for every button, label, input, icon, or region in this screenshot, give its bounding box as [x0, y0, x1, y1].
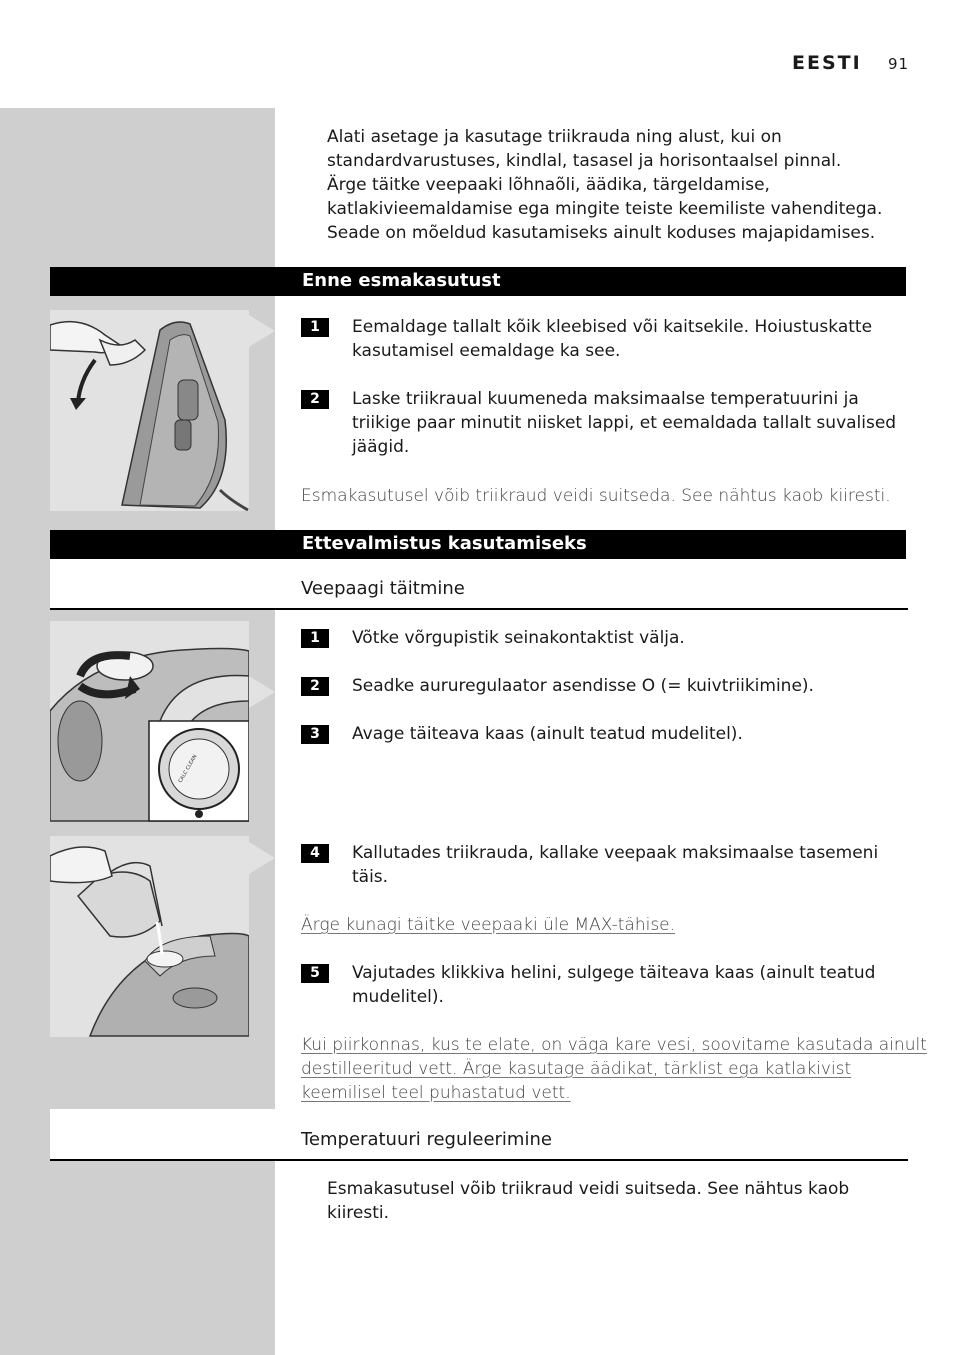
step-item [301, 841, 911, 889]
final-line: kiiresti. [327, 1203, 390, 1223]
section-bar-first-use [50, 267, 906, 296]
step-number: 2 [301, 677, 329, 696]
step-number: 1 [301, 318, 329, 337]
iron-dial-image [50, 621, 249, 822]
illustration-steam-dial [50, 621, 249, 822]
section-title: Enne esmakasutust [302, 270, 501, 291]
step-item [301, 626, 911, 650]
intro-paragraph [327, 125, 882, 245]
hard-water-note [301, 1033, 927, 1105]
step-item [301, 315, 911, 363]
intro-line: Seade on mõeldud kasutamiseks ainult koduses majapidamises. [327, 223, 876, 243]
subsection-rule [50, 1159, 908, 1161]
step-line: mudelitel). [352, 987, 444, 1007]
illustration-fill-water [50, 836, 249, 1037]
max-warning-note [301, 913, 675, 937]
section-title: Ettevalmistus kasutamiseks [302, 533, 587, 554]
illustration-pointer [249, 842, 275, 874]
intro-line: standardvarustuses, kindlal, tasasel ja horisontaalsel pinnal. [327, 151, 842, 171]
step-item [301, 961, 911, 1009]
note-line: Ärge kunagi täitke veepaaki üle MAX-tähise. [301, 915, 676, 935]
subsection-title-temperature: Temperatuuri reguleerimine [301, 1129, 552, 1150]
subsection-title-fill-tank: Veepaagi täitmine [301, 578, 465, 599]
illustration-remove-sticker [50, 310, 249, 511]
step-line: Laske triikraual kuumeneda maksimaalse temperatuurini ja [352, 389, 859, 409]
step-line: triikige paar minutit niisket lappi, et eemaldada tallalt suvalised [352, 413, 897, 433]
step-line: kasutamisel eemaldage ka see. [352, 341, 621, 361]
dial-label: CALC CLEAN [177, 753, 199, 784]
final-paragraph [327, 1177, 849, 1225]
step-text: Seadke aururegulaator asendisse O (= kuivtriikimine). [352, 676, 814, 696]
step-item [301, 674, 911, 698]
final-line: Esmakasutusel võib triikraud veidi suitseda. See nähtus kaob [327, 1179, 850, 1199]
subsection-rule [50, 608, 908, 610]
step-line: Eemaldage tallalt kõik kleebised või kaitsekile. Hoiustuskatte [352, 317, 873, 337]
section-bar-preparation [50, 530, 906, 559]
first-use-note: Esmakasutusel võib triikraud veidi suitseda. See nähtus kaob kiiresti. [301, 486, 891, 506]
step-number: 2 [301, 390, 329, 409]
step-number: 3 [301, 725, 329, 744]
intro-line: katlakivieemaldamise ega mingite teiste keemiliste vahenditega. [327, 199, 883, 219]
step-number: 5 [301, 964, 329, 983]
iron-sticker-image [50, 310, 249, 511]
step-line: täis. [352, 867, 389, 887]
intro-line: Alati asetage ja kasutage triikrauda ning alust, kui on [327, 127, 782, 147]
step-text [352, 961, 911, 1009]
step-line: Kallutades triikrauda, kallake veepaak maksimaalse tasemeni [352, 843, 879, 863]
step-number: 1 [301, 629, 329, 648]
note-line: keemilisel teel puhastatud vett. [301, 1083, 571, 1103]
step-text [352, 387, 911, 459]
step-text: Võtke võrgupistik seinakontaktist välja. [352, 628, 685, 648]
page-number: 91 [888, 55, 910, 73]
white-strip [50, 1109, 275, 1159]
intro-line: Ärge täitke veepaaki lõhnaõli, äädika, tärgeldamise, [327, 175, 770, 195]
step-item [301, 387, 911, 459]
language-label: EESTI [792, 52, 862, 74]
iron-water-image [50, 836, 249, 1037]
illustration-pointer [249, 315, 275, 347]
note-line: destilleeritud vett. Ärge kasutage äädikat, tärklist ega katlakivist [301, 1059, 852, 1079]
step-line: Vajutades klikkiva helini, sulgege täiteava kaas (ainult teatud [352, 963, 876, 983]
step-text [352, 841, 911, 889]
step-text [352, 315, 911, 363]
note-line: Kui piirkonnas, kus te elate, on väga kare vesi, soovitame kasutada ainult [301, 1035, 927, 1055]
illustration-pointer [249, 676, 275, 708]
step-item [301, 722, 911, 746]
step-text: Avage täiteava kaas (ainult teatud mudelitel). [352, 724, 743, 744]
step-number: 4 [301, 844, 329, 863]
step-line: jäägid. [352, 437, 410, 457]
white-strip [50, 559, 275, 609]
